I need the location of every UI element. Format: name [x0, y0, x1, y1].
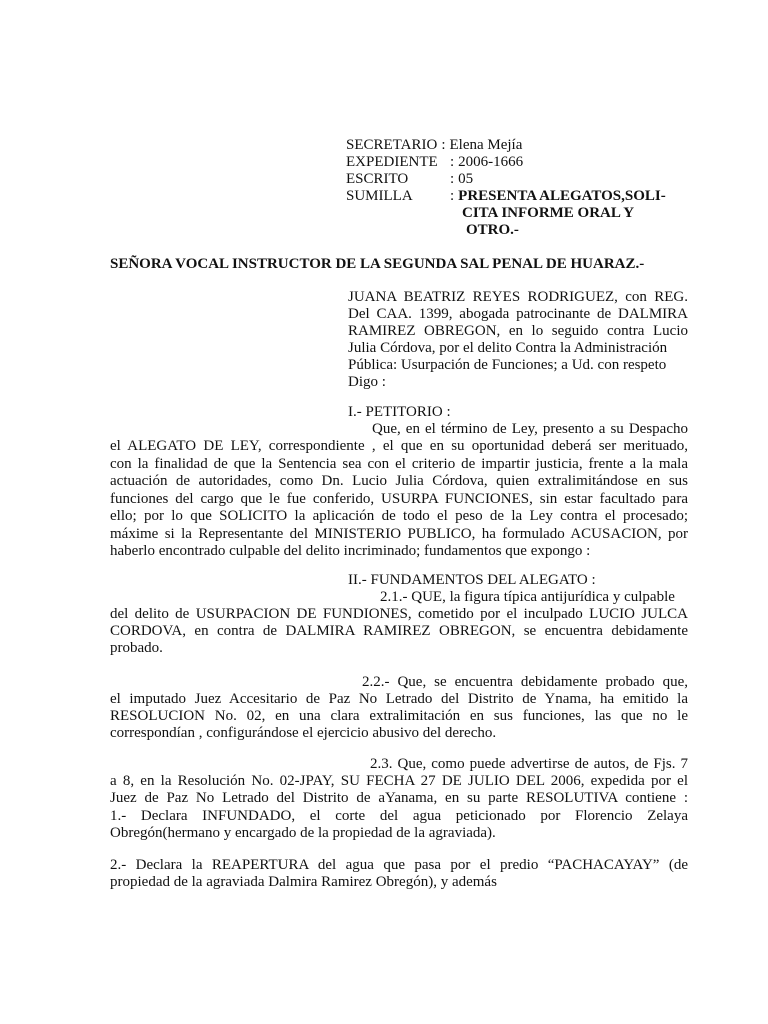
- fundamento-2-1-paragraph: [110, 606, 688, 657]
- paragraph-line: JUANA BEATRIZ REYES RODRIGUEZ, con REG.: [348, 289, 688, 305]
- paragraph-line: del delito de USURPACION DE FUNDIONES, cometido por el inculpado LUCIO JULCA: [110, 606, 688, 622]
- header-separator: :: [450, 188, 455, 204]
- addressee-heading: SEÑORA VOCAL INSTRUCTOR DE LA SEGUNDA SAL PENAL DE HUARAZ.-: [110, 256, 645, 272]
- paragraph-line: haberlo encontrado culpable del delito incriminado; fundamentos que expongo :: [110, 543, 591, 559]
- header-row-sumilla: [346, 188, 666, 205]
- paragraph-line: Julia Córdova, por el delito Contra la Administración: [348, 340, 668, 356]
- paragraph-lead-line: 2.2.- Que, se encuentra debidamente probado que,: [362, 674, 688, 690]
- paragraph-line: probado.: [110, 640, 163, 656]
- paragraph-line: Juez de Paz No Letrado del Distrito de aYanama, en su parte RESOLUTIVA contiene :: [110, 790, 688, 807]
- paragraph-line: Obregón(hermano y encargado de la propiedad de la agraviada).: [110, 824, 496, 841]
- sumilla-continuation: OTRO.-: [466, 222, 519, 238]
- header-label: ESCRITO: [346, 171, 409, 187]
- paragraph-line: 1.- Declara INFUNDADO, el corte del agua peticionado por Florencio Zelaya: [110, 807, 688, 824]
- header-label: SECRETARIO: [346, 137, 438, 153]
- header-value: 2006-1666: [458, 154, 524, 170]
- paragraph-line: funciones del cargo que le fue conferido, USURPA FUNCIONES, sin estar facultado para: [110, 490, 688, 507]
- paragraph-line: el ALEGATO DE LEY, correspondiente , el que en su oportunidad deberá ser merituado,: [110, 438, 688, 454]
- paragraph-line: Digo :: [348, 374, 386, 390]
- paragraph-line: RAMIREZ OBREGON, en lo seguido contra Lucio: [348, 323, 688, 339]
- header-row-expediente: [346, 154, 666, 171]
- paragraph-line: RESOLUCION No. 02, en una clara extralimitación en sus funciones, las que no le: [110, 708, 688, 724]
- intro-paragraph: [348, 289, 688, 391]
- paragraph-line: CORDOVA, en contra de DALMIRA RAMIREZ OBREGON, se encuentra debidamente: [110, 623, 688, 639]
- paragraph-line: Del CAA. 1399, abogada patrocinante de DALMIRA: [348, 306, 688, 322]
- paragraph-line: 2.- Declara la REAPERTURA del agua que pasa por el predio “PACHACAYAY” (de: [110, 857, 688, 873]
- paragraph-line: máxime si la Representante del MINISTERIO PUBLICO, ha formulado ACUSACION, por: [110, 525, 688, 542]
- paragraph-line: propiedad de la agraviada Dalmira Ramirez Obregón), y además: [110, 874, 497, 890]
- case-header: [346, 137, 666, 239]
- paragraph-line: ello; por lo que SOLICITO la aplicación de todo el peso de la Ley contra el procesado;: [110, 508, 688, 524]
- header-label: SUMILLA: [346, 188, 413, 204]
- paragraph-line: el imputado Juez Accesitario de Paz No Letrado del Distrito de Ynama, ha emitido la: [110, 691, 688, 707]
- paragraph-line: actuación de autoridades, como Dn. Lucio Julia Córdova, quien extralimitándose en sus: [110, 473, 688, 489]
- header-row-secretario: [346, 137, 666, 154]
- paragraph-lead-line: 2.3. Que, como puede advertirse de autos, de Fjs. 7: [370, 756, 688, 772]
- section-heading-petitorio: I.- PETITORIO :: [348, 404, 451, 420]
- sumilla-continuation: CITA INFORME ORAL Y: [462, 205, 635, 221]
- paragraph-line: a 8, en la Resolución No. 02-JPAY, SU FECHA 27 DE JULIO DEL 2006, expedida por el: [110, 773, 688, 789]
- header-row-escrito: [346, 171, 666, 188]
- paragraph-line: correspondían , configurándose el ejercicio abusivo del derecho.: [110, 725, 497, 741]
- header-value: 05: [458, 171, 474, 187]
- paragraph-lead-line: Que, en el término de Ley, presento a su Despacho: [372, 421, 688, 437]
- paragraph-lead-line: 2.1.- QUE, la figura típica antijurídica y culpable: [380, 589, 675, 605]
- fundamento-2-3-paragraph: [110, 773, 688, 842]
- header-label: EXPEDIENTE: [346, 154, 438, 170]
- header-separator: :: [450, 171, 455, 187]
- header-separator: :: [450, 154, 455, 170]
- paragraph-line: Pública: Usurpación de Funciones; a Ud. con respeto: [348, 357, 667, 373]
- section-heading-fundamentos: II.- FUNDAMENTOS DEL ALEGATO :: [348, 572, 596, 588]
- resolution-item-2-paragraph: [110, 857, 688, 891]
- petitorio-paragraph: [110, 438, 688, 561]
- header-separator: :: [441, 137, 446, 153]
- fundamento-2-2-paragraph: [110, 691, 688, 742]
- header-value: Elena Mejía: [449, 137, 523, 153]
- header-value: PRESENTA ALEGATOS,SOLI-: [458, 188, 666, 204]
- paragraph-line: con la finalidad de que la Sentencia sea con el criterio de impartir justicia, frente a la mala: [110, 455, 688, 472]
